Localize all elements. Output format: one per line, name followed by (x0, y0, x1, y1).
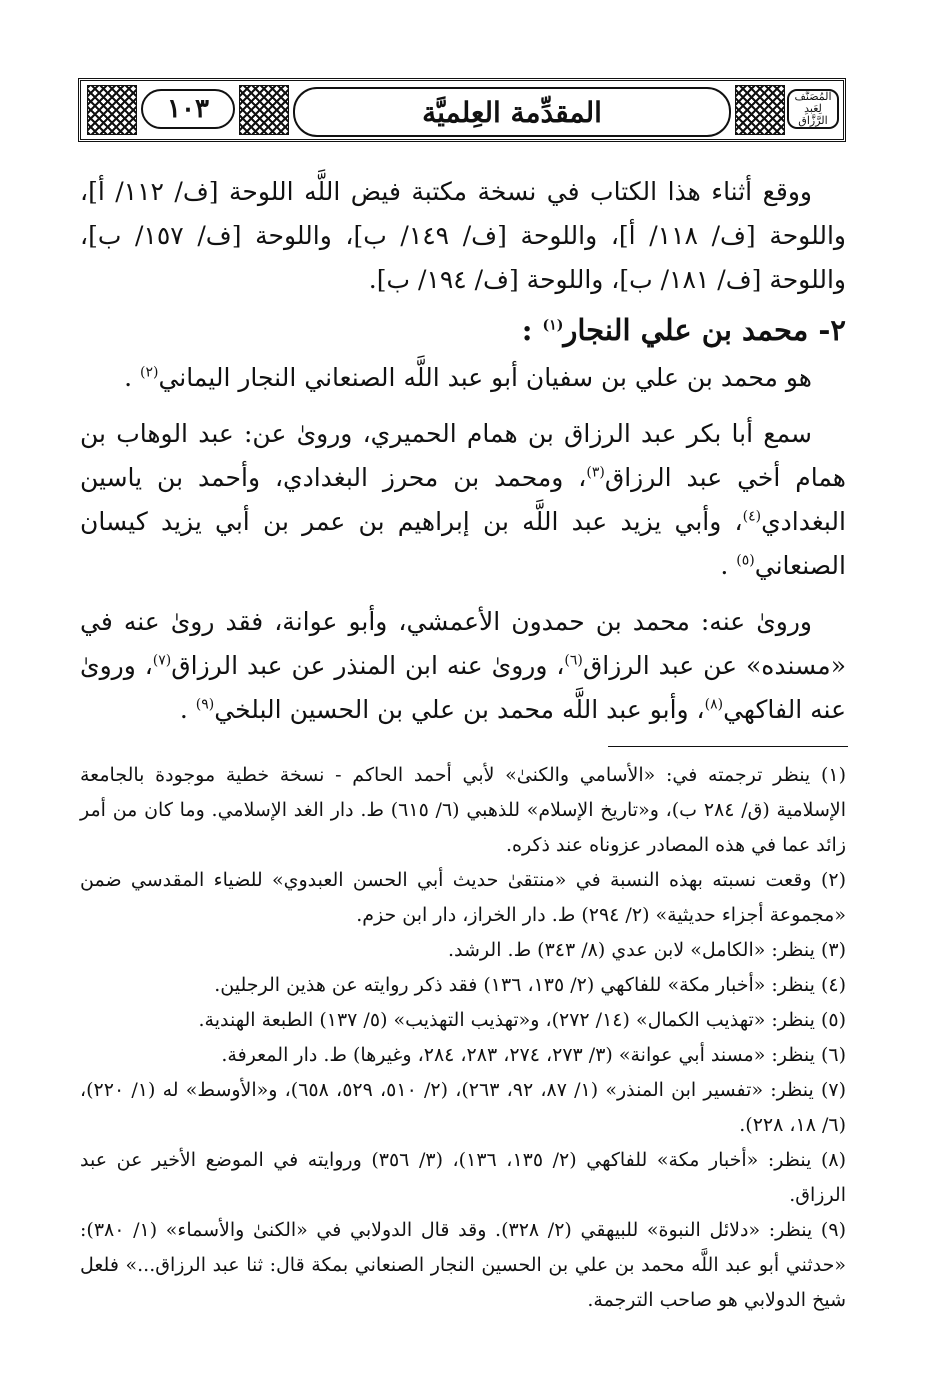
section-heading (80, 308, 846, 352)
paragraph-2 (80, 356, 846, 400)
footnote-number: (٥) (820, 1009, 846, 1031)
footnote-ref[interactable]: (٢) (139, 364, 159, 381)
footnote-text: ينظر: «دلائل النبوة» للبيهقي (٢/ ٣٢٨). وقد قال الدولابي في «الكنىٰ والأسماء» (١/ ٣٨٠): «حدثني أبو عبد اللَّه محمد بن علي بن الحسين النجار الصنعاني بمكة قال: ثنا عبد الرزاق...» فلعل شيخ الدولابي هو صاحب الترجمة. (80, 1219, 846, 1311)
footnote-number: (٨) (820, 1149, 846, 1171)
footnote-text: ينظر: «مسند أبي عوانة» (٣/ ٢٧٣، ٢٧٤، ٢٨٣، ٢٨٤، وغيرها) ط. دار المعرفة. (221, 1044, 815, 1066)
footnote-text: ينظر: «الكامل» لابن عدي (٨/ ٣٤٣) ط. الرشد. (448, 939, 815, 961)
ornament-icon (239, 85, 289, 135)
footnote-number: (٢) (820, 869, 846, 891)
footnote (80, 1143, 846, 1213)
footnote-ref[interactable]: (٧) (152, 652, 172, 669)
footnote-ref[interactable]: (٦) (564, 652, 583, 669)
page-header (78, 78, 846, 142)
footnote-text: ينظر: «تهذيب الكمال» (١٤/ ٢٧٢)، و«تهذيب التهذيب» (٥/ ١٣٧) الطبعة الهندية. (198, 1009, 815, 1031)
paragraph-3 (80, 412, 846, 588)
p4-text: ، وأبو عبد اللَّه محمد بن علي بن الحسين البلخي (214, 695, 705, 724)
footnote-text: ينظر ترجمته في: «الأسامي والكنىٰ» لأبي أحمد الحاكم - نسخة خطية موجودة بالجامعة الإسلامية (ق/ ٢٨٤ ب)، و«تاريخ الإسلام» للذهبي (٦/ ٦١٥) ط. دار الغد الإسلامي. وما كان من أمر زائد عما في هذه المصادر عزوناه عند ذكره. (80, 764, 846, 856)
author-badge: المُصَنَّف لِعَبدِ الرَّزَّاقِ (787, 89, 839, 129)
p2-text: هو محمد بن علي بن سفيان أبو عبد اللَّه الصنعاني النجار اليماني (158, 363, 812, 392)
p2-end: . (124, 363, 133, 392)
footnote-number: (٩) (820, 1219, 846, 1241)
footnote-number: (٧) (820, 1079, 847, 1101)
footnote (80, 1038, 846, 1073)
footnote-ref[interactable]: (٣) (586, 464, 605, 481)
page-number: ١٠٣ (167, 94, 209, 124)
p3-end: . (720, 551, 729, 580)
p4-text: ، وروىٰ عنه الفاكهي (80, 651, 846, 724)
footnote-text: ينظر: «أخبار مكة» للفاكهي (٢/ ١٣٥، ١٣٦) فقد ذكر روايته عن هذين الرجلين. (214, 974, 815, 996)
footnote (80, 968, 846, 1003)
footnotes (80, 758, 846, 1318)
main-text (80, 170, 846, 732)
footnote-number: (٦) (820, 1044, 846, 1066)
footnote-number: (٤) (820, 974, 846, 996)
heading-colon: : (521, 313, 543, 347)
p4-end: . (179, 695, 188, 724)
heading-text: ٢- محمد بن علي النجار (563, 313, 846, 347)
p3-text: ، ومحمد بن محرز البغدادي، وأحمد بن ياسين البغدادي (80, 463, 846, 536)
running-title-frame (293, 87, 731, 137)
ornament-icon (735, 85, 785, 135)
footnote-number: (١) (820, 764, 847, 786)
ornament-icon (87, 85, 137, 135)
footnote-ref[interactable]: (٨) (704, 696, 724, 713)
footnote-text: وقعت نسبته بهذه النسبة في «منتقىٰ حديث أبي الحسن العبدوي» للضياء المقدسي ضمن «مجموعة أجزاء حديثية» (٢/ ٢٩٤) ط. دار الخراز، دار ابن حزم. (80, 869, 846, 926)
footnote-text: ينظر: «تفسير ابن المنذر» (١/ ٨٧، ٩٢، ٢٦٣)، (٢/ ٥١٠، ٥٢٩، ٦٥٨)، و«الأوسط» له (١/ ٢٢٠)، (٦/ ١٨، ٢٢٨). (80, 1079, 846, 1136)
running-title: المقدِّمة العِلميَّة (422, 95, 602, 129)
p3-text: سمع أبا بكر عبد الرزاق بن همام الحميري، وروىٰ عن: عبد الوهاب بن همام أخي عبد الرزاق (80, 419, 846, 492)
footnote (80, 1213, 846, 1318)
footnote-text: ينظر: «أخبار مكة» للفاكهي (٢/ ١٣٥، ١٣٦)، (٣/ ٣٥٦) وروايته في الموضع الأخير عن عبد الرزاق. (80, 1149, 846, 1206)
p4-text: وروىٰ عنه: محمد بن حمدون الأعمشي، وأبو عوانة، فقد روىٰ عنه في «مسنده» عن عبد الرزاق (80, 607, 846, 680)
footnote-divider (608, 746, 848, 747)
footnote (80, 933, 846, 968)
footnote-ref[interactable]: (٥) (736, 552, 755, 569)
paragraph-1: ووقع أثناء هذا الكتاب في نسخة مكتبة فيض اللَّه اللوحة [ف/ ١١٢/ أ]، واللوحة [ف/ ١١٨/ أ]، واللوحة [ف/ ١٤٩/ ب]، واللوحة [ف/ ١٥٧/ ب]، واللوحة [ف/ ١٨١/ ب]، واللوحة [ف/ ١٩٤/ ب]. (80, 177, 847, 294)
footnote (80, 1073, 846, 1143)
footnote (80, 1003, 846, 1038)
page-number-frame (141, 89, 235, 129)
footnote-ref[interactable]: (٩) (195, 696, 215, 713)
footnote (80, 758, 846, 863)
paragraph-4 (80, 600, 846, 732)
p3-text: ، وأبي يزيد عبد اللَّه بن إبراهيم بن عمر بن أبي يزيد كيسان الصنعاني (80, 507, 846, 580)
footnote-ref[interactable]: (٤) (742, 508, 762, 525)
p4-text: ، وروىٰ عنه ابن المنذر عن عبد الرزاق (171, 651, 565, 680)
footnote (80, 863, 846, 933)
footnote-ref[interactable]: (١) (542, 317, 564, 334)
footnote-number: (٣) (820, 939, 846, 961)
